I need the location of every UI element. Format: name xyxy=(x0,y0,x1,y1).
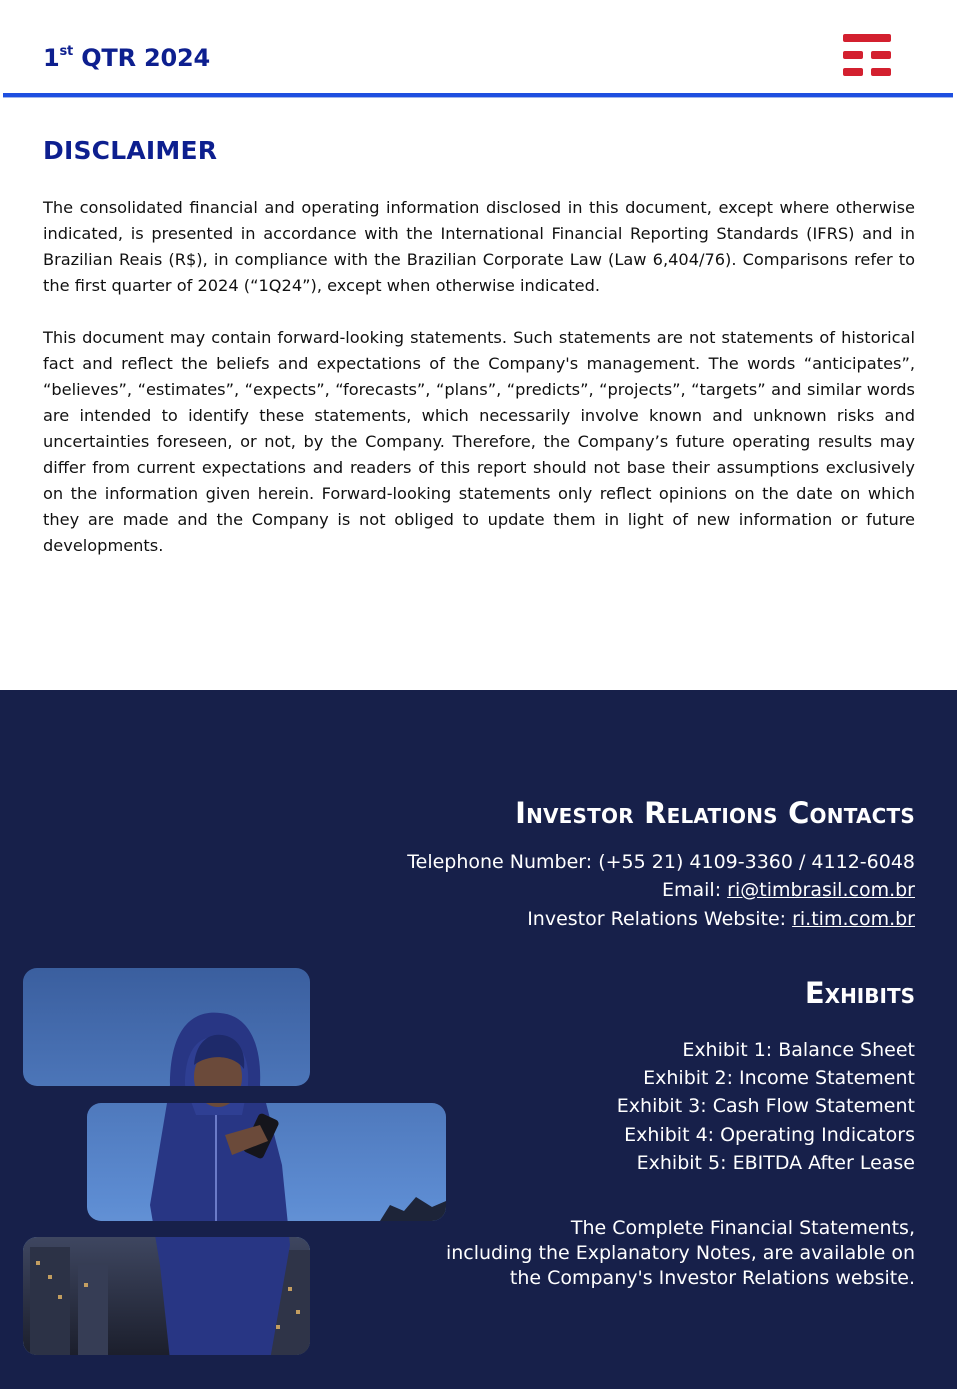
note-line-3: the Company's Investor Relations website. xyxy=(509,1267,915,1289)
email-line xyxy=(662,879,915,901)
header-divider xyxy=(3,93,953,98)
exhibit-item: Exhibit 1: Balance Sheet xyxy=(682,1039,915,1061)
woman-with-phone-photo xyxy=(20,965,450,1360)
note-line-1: The Complete Financial Statements, xyxy=(570,1217,915,1239)
quarter-label xyxy=(43,44,210,72)
telephone-number: Telephone Number: (+55 21) 4109-3360 / 4112-6048 xyxy=(407,851,915,873)
page-header xyxy=(0,0,957,100)
disclaimer-title: DISCLAIMER xyxy=(43,136,218,165)
exhibit-item: Exhibit 2: Income Statement xyxy=(643,1067,915,1090)
note-line-2: including the Explanatory Notes, are available on xyxy=(445,1242,915,1264)
exhibit-item: Exhibit 5: EBITDA After Lease xyxy=(636,1151,915,1174)
disclaimer-paragraph-2: This document may contain forward-looking statements. Such statements are not statements of historical fact and reflect the beliefs and expectations of the Company's management. The words “anticipates”, “believes”, “estimates”, “expects”, “forecasts”, “plans”, “predicts”, “projects”, “targets” and similar words are intended to identify these statements, which necessarily involve known and unknown risks and uncertainties foreseen, or not, by the Company. Therefore, the Company’s future operating results may differ from current expectations and readers of this report should not base their assumptions exclusively on the information given herein. Forward-looking statements only reflect opinions on the date on which they are made and the Company is not obliged to update them in light of new information or future developments. xyxy=(43,328,915,555)
email-link[interactable]: ri@timbrasil.com.br xyxy=(727,879,915,901)
quarter-rest: QTR 2024 xyxy=(73,44,211,72)
quarter-suffix: st xyxy=(59,44,74,59)
financial-statements-note xyxy=(435,1216,915,1291)
exhibit-item: Exhibit 4: Operating Indicators xyxy=(624,1123,915,1146)
website-line xyxy=(527,908,915,930)
quarter-number: 1 xyxy=(43,44,60,72)
exhibit-item: Exhibit 3: Cash Flow Statement xyxy=(616,1095,915,1118)
exhibits-title: Exhibits xyxy=(804,976,915,1010)
investor-relations-title: Investor Relations Contacts xyxy=(515,796,915,830)
website-label: Investor Relations Website: xyxy=(527,908,793,930)
disclaimer-paragraph-1: The consolidated financial and operating information disclosed in this document, except where otherwise indicated, is presented in accordance with the International Financial Reporting Standards (IFRS) and in Brazilian Reais (R$), in compliance with the Brazilian Corporate Law (Law 6,404/76). Comparisons refer to the first quarter of 2024 (“1Q24”), except when otherwise indicated. xyxy=(43,198,915,295)
tim-logo-icon xyxy=(841,34,893,78)
email-label: Email: xyxy=(662,879,728,901)
website-link[interactable]: ri.tim.com.br xyxy=(792,908,915,930)
exhibits-list xyxy=(617,1036,915,1177)
